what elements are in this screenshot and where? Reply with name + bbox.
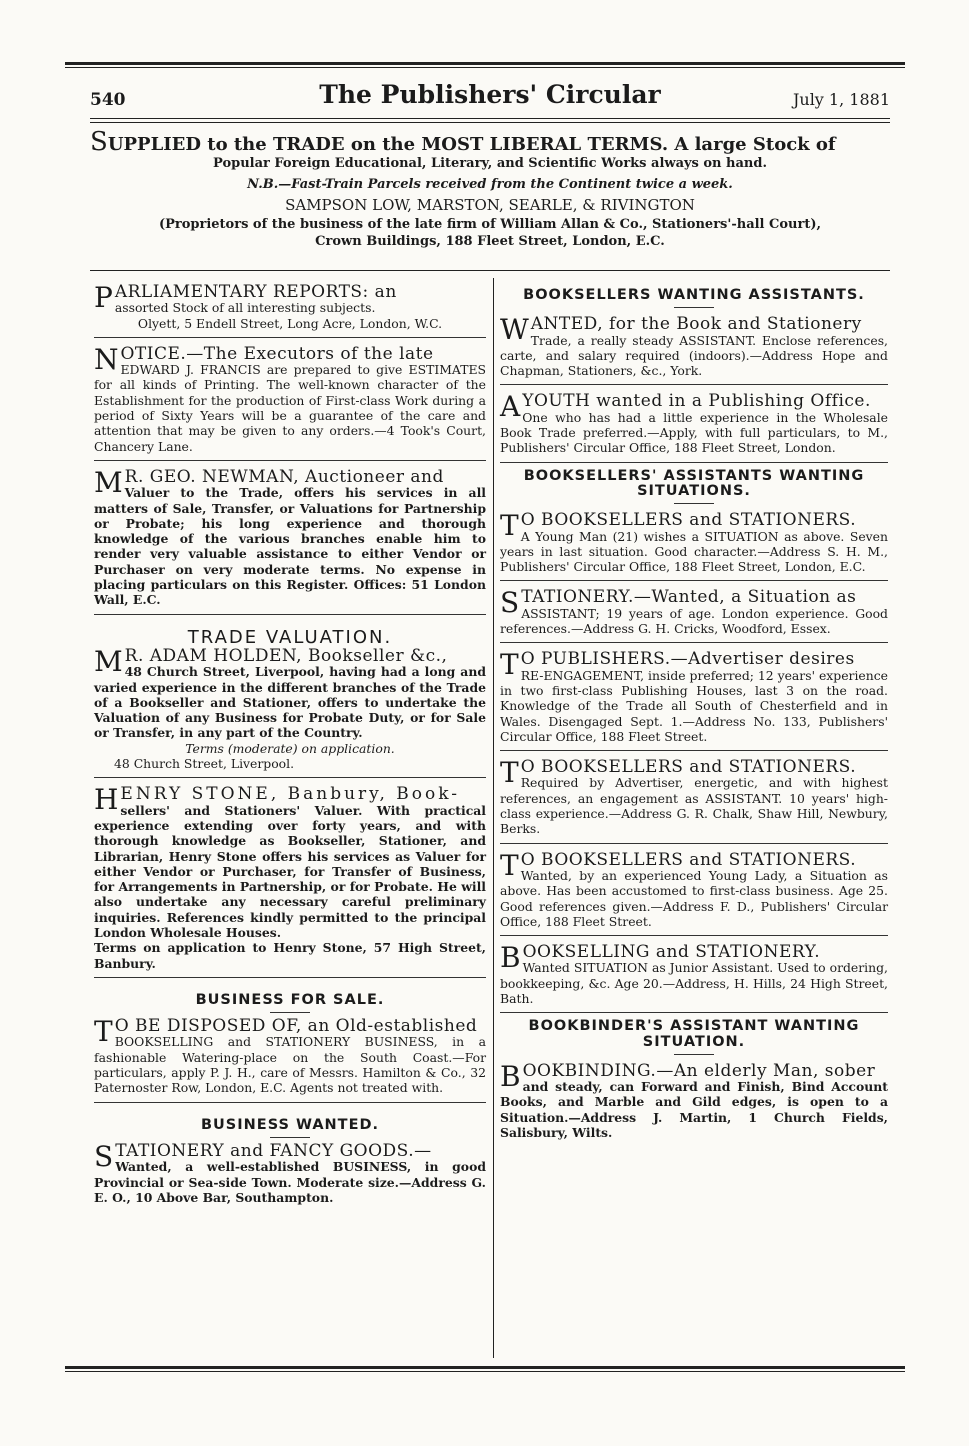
ad-body: Wanted SITUATION as Junior Assistant. Used to ordering, bookkeeping, &c. Age 20.—Address, H. Hills, 24 High Street, Bath. [500, 960, 888, 1006]
drop-cap: B [500, 1059, 521, 1093]
ad-heading: O BE DISPOSED OF, an Old-established [114, 1016, 478, 1037]
top-border-rule-thin [65, 67, 905, 68]
situation-ad-6 [500, 942, 888, 1013]
banner-lead [90, 127, 890, 157]
section-heading: TRADE VALUATION. [187, 626, 393, 648]
bookbinding-ad [500, 1061, 888, 1146]
ad-heading: OOKSELLING and STATIONERY. [522, 942, 821, 963]
section-heading: BOOKSELLERS WANTING ASSISTANTS. [523, 287, 865, 303]
page-header [90, 80, 890, 112]
banner-lead-text: UPPLIED to the TRADE on the MOST LIBERAL TERMS. A large Stock of [107, 134, 836, 155]
business-for-sale-ad [94, 984, 486, 1103]
drop-cap: T [500, 756, 519, 790]
page-title: The Publishers' Circular [319, 80, 661, 109]
youth-wanted-ad [500, 391, 888, 462]
section-heading: BOOKBINDER'S ASSISTANT WANTING SITUATION. [528, 1018, 860, 1050]
situation-ad-2 [500, 587, 888, 643]
banner-publisher: SAMPSON LOW, MARSTON, SEARLE, & RIVINGTON [285, 196, 695, 214]
bottom-border-rule [65, 1366, 905, 1369]
ad-body: One who has had a little experience in the Wholesale Book Trade preferred.—Apply, with full particulars, to M., Publishers' Circular Office, 188 Fleet Street, London. [500, 409, 888, 456]
ad-body: RE-ENGAGEMENT, inside preferred; 12 years' experience in two first-class Publishing Houses, last 3 on the road. Knowledge of the Trade all South of Chesterfield and in Wales. Disengaged Sept. 1.—Address No. 133, Publishers' Circular Office, 188 Fleet Street. [500, 667, 888, 744]
drop-cap: W [500, 313, 529, 347]
situation-ad-1 [500, 510, 888, 581]
section-heading: BUSINESS WANTED. [200, 1116, 380, 1133]
short-rule [270, 1012, 310, 1013]
drop-cap: T [500, 509, 519, 543]
drop-cap: T [500, 648, 519, 682]
business-wanted-ad [94, 1109, 486, 1211]
bottom-border-rule-thin [65, 1371, 905, 1372]
short-rule [674, 1054, 714, 1055]
header-rule-2 [90, 122, 890, 123]
ad-heading: ARLIAMENTARY REPORTS: an [114, 282, 397, 302]
banner-line2: Popular Foreign Educational, Literary, and Scientific Works always on hand. [213, 156, 767, 171]
section-heading: BUSINESS FOR SALE. [195, 991, 385, 1008]
ad-heading: O BOOKSELLERS and STATIONERS. [520, 510, 857, 531]
ad-heading: O BOOKSELLERS and STATIONERS. [520, 849, 857, 870]
drop-cap: S [500, 586, 520, 620]
ad-heading: TATIONERY.—Wanted, a Situation as [521, 587, 857, 608]
banner-line3: N.B.—Fast-Train Parcels received from the Continent twice a week. [247, 177, 733, 192]
short-rule [270, 1137, 310, 1138]
stone-ad [94, 784, 486, 978]
short-rule [674, 503, 714, 504]
ad-heading: TATIONERY and FANCY GOODS.— [115, 1140, 432, 1161]
banner-line5: (Proprietors of the business of the late firm of William Allan & Co., Stationers'-hall Court), [158, 217, 822, 232]
situation-ad-3 [500, 649, 888, 751]
column-divider [493, 278, 494, 1358]
ad-heading: ENRY STONE, Banbury, Book- [120, 784, 461, 805]
drop-cap: T [94, 1015, 113, 1049]
ad-body: Trade, a really steady ASSISTANT. Enclose references, carte, and salary required (indoors).—Address Hope and Chapman, Stationers, &c., York. [500, 332, 888, 379]
ad-body: 48 Church Street, Liverpool, having had a long and varied experience in the different branches of the Trade of a Bookseller and Stationer, offers to undertake the Valuation of any Business for Probate Duty, or for Sale or Transfer, in any part of the Country. [94, 664, 486, 741]
drop-cap: M [94, 465, 123, 499]
drop-cap: S [94, 1139, 114, 1173]
drop-cap: H [94, 783, 119, 817]
ad-body: EDWARD J. FRANCIS are prepared to give ESTIMATES for all kinds of Printing. The well-known character of the Establishment for the production of First-class Work during a period of Sixty Years will be a guarantee of the care and attention that may be given to any orders.—4 Took's Court, Chancery Lane. [94, 362, 486, 454]
ad-body: Valuer to the Trade, offers his services in all matters of Sale, Transfer, or Valuations for Partnership or Probate; his long experience and thorough knowledge of the various branches enable him to render very valuable assistance to either Vendor or Purchaser on very moderate terms. No expense in placing particulars on this Register. Offices: 51 London Wall, E.C. [94, 485, 486, 608]
drop-cap: B [500, 941, 521, 975]
drop-cap: M [94, 644, 123, 678]
ad-body: Wanted, a well-established BUSINESS, in good Provincial or Sea-side Town. Moderate size.—Address G. E. O., 10 Above Bar, Southampton. [94, 1159, 486, 1205]
ad-heading: ANTED, for the Book and Stationery [530, 314, 862, 335]
ad-heading: R. ADAM HOLDEN, Bookseller &c., [124, 645, 448, 666]
banner-line6: Crown Buildings, 188 Fleet Street, London, E.C. [315, 234, 665, 249]
ad-terms: Terms (moderate) on application. [185, 740, 395, 756]
drop-cap: A [500, 390, 521, 424]
ad-terms: Terms on application to Henry Stone, 57 High Street, Banbury. [94, 940, 486, 971]
ad-body: BOOKSELLING and STATIONERY BUSINESS, in a fashionable Watering-place on the South Coast.—For particulars, apply P. J. H., care of Messrs. Hamilton & Co., 32 Paternoster Row, London, E.C. Agents not treated with. [94, 1034, 486, 1096]
ad-heading: O PUBLISHERS.—Advertiser desires [520, 649, 855, 670]
header-rule [90, 118, 890, 119]
newman-ad [94, 467, 486, 615]
ad-body: assorted Stock of all interesting subjects. [114, 300, 376, 316]
right-column [500, 282, 888, 1152]
top-banner-advert [90, 127, 890, 250]
left-column [94, 282, 486, 1217]
ad-body: A Young Man (21) wishes a SITUATION as above. Seven years in last situation. Good character.—Address S. H. M., Publishers' Circular Office, 188 Fleet Street, London, E.C. [500, 528, 888, 575]
ad-heading: O BOOKSELLERS and STATIONERS. [520, 757, 857, 778]
drop-cap: P [94, 281, 113, 314]
ad-body: sellers' and Stationers' Valuer. With practical experience extending over forty years, and with thorough knowledge as Bookseller, Stationer, and Librarian, Henry Stone offers his services as Valuer for either Vendor or Purchaser, for Transfer of Business, for Arrangements in Partnership, or for Probate. He will also undertake any necessary careful preliminary inquiries. References kindly permitted to the principal London Wholesale Houses. [94, 802, 486, 940]
short-rule [674, 307, 714, 308]
issue-date: July 1, 1881 [792, 90, 890, 109]
page-number: 540 [90, 90, 126, 110]
situation-ad-4 [500, 757, 888, 843]
ad-body: Required by Advertiser, energetic, and with highest references, an engagement as ASSISTANT. 10 years' high-class experience.—Address G. R. Chalk, Shaw Hill, Newbury, Berks. [500, 775, 888, 837]
banner-rule [90, 270, 890, 271]
ad-heading: OOKBINDING.—An elderly Man, sober [522, 1060, 876, 1081]
ad-heading: R. GEO. NEWMAN, Auctioneer and [124, 466, 444, 487]
wanted-stationery-ad [500, 314, 888, 385]
ad-body: ASSISTANT; 19 years of age. London experience. Good references.—Address G. H. Cricks, Woodford, Essex. [500, 605, 888, 637]
holden-ad [94, 621, 486, 779]
notice-ad [94, 344, 486, 461]
ad-heading: YOUTH wanted in a Publishing Office. [522, 391, 871, 412]
drop-cap: N [94, 342, 119, 376]
drop-cap: T [500, 848, 519, 882]
drop-cap: S [90, 127, 108, 157]
situation-ad-5 [500, 850, 888, 936]
ad-body: and steady, can Forward and Finish, Bind Account Books, and Marble and Gild edges, is open to a Situation.—Address J. Martin, 1 Church Fields, Salisbury, Wilts. [500, 1079, 888, 1141]
ad-address: 48 Church Street, Liverpool. [114, 756, 295, 772]
top-border-rule [65, 62, 905, 65]
parliamentary-reports-ad [94, 282, 486, 338]
section-heading: BOOKSELLERS' ASSISTANTS WANTING SITUATIONS. [523, 467, 865, 499]
ad-body: Wanted, by an experienced Young Lady, a Situation as above. Has been accustomed to first-class business. Age 25. Good references given.—Address F. D., Publishers' Circular Office, 188 Fleet Street. [500, 867, 888, 929]
ad-address: Olyett, 5 Endell Street, Long Acre, London, W.C. [137, 315, 443, 331]
ad-heading: OTICE.—The Executors of the late [120, 343, 434, 364]
